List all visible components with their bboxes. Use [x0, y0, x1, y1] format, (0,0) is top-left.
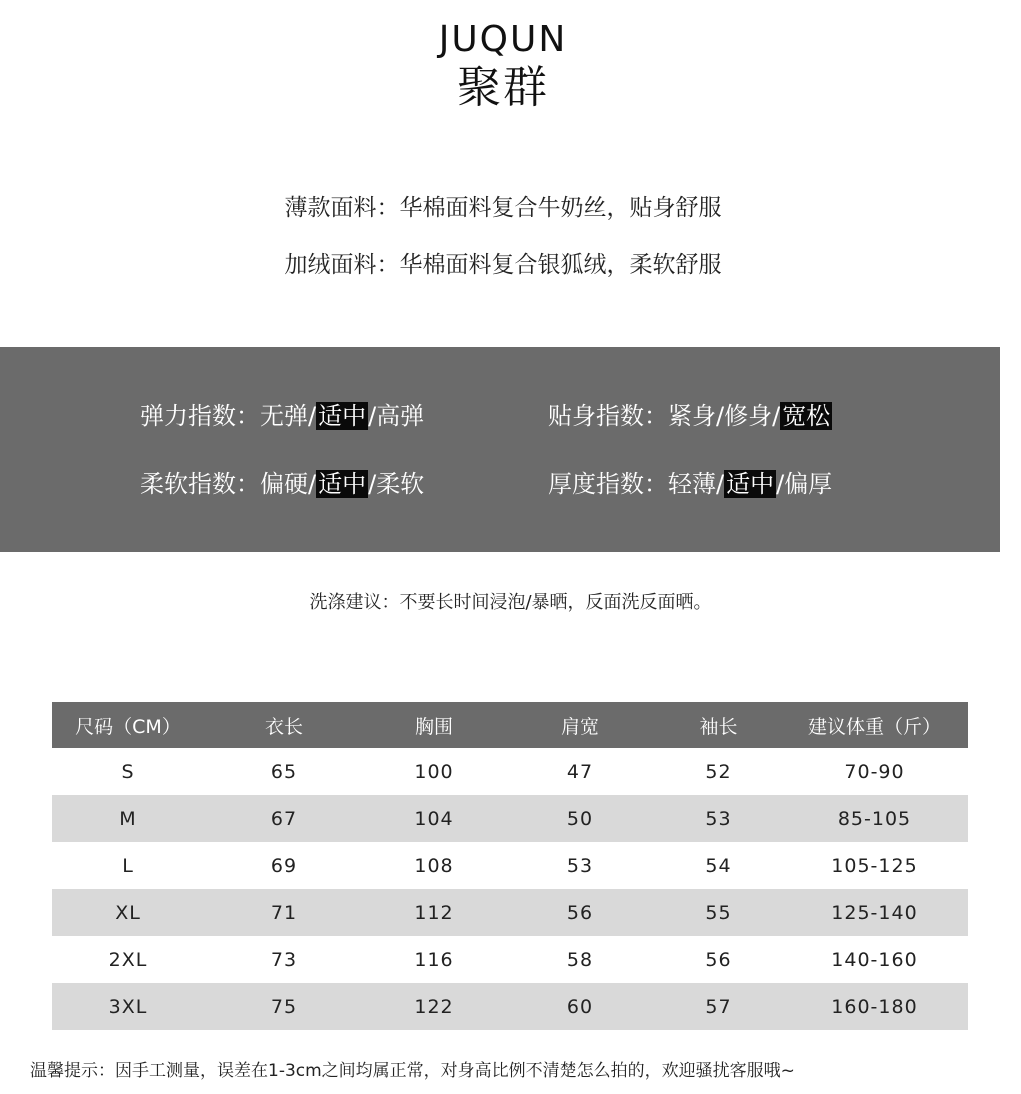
cell-length: 73: [270, 948, 298, 971]
cell-weight: 85-105: [781, 795, 968, 842]
cell-shoulder: 50: [504, 795, 656, 842]
cell-chest: 100: [414, 760, 454, 783]
cell-size: M: [52, 795, 204, 842]
cell-shoulder: 47: [566, 760, 594, 783]
wash-advice: 洗涤建议：不要长时间浸泡/暴晒，反面洗反面晒。: [309, 592, 712, 613]
cell-sleeve: 53: [656, 795, 781, 842]
measurement-tip: 温馨提示：因手工测量，误差在1-3cm之间均属正常，对身高比例不清楚怎么拍的，欢迎骚扰客服哦~: [30, 1061, 795, 1081]
cell-shoulder: 56: [504, 889, 656, 936]
cell-weight: 125-140: [781, 889, 968, 936]
header-weight: 建议体重（斤）: [781, 702, 968, 748]
elastic-index: 弹力指数：无弹/适中/高弹: [140, 402, 425, 430]
softness-option-1: 偏硬: [260, 470, 308, 498]
cell-chest: 112: [364, 889, 504, 936]
cell-length: 71: [204, 889, 364, 936]
softness-option-3: 柔软: [376, 470, 425, 498]
fit-index-label: 贴身指数：: [548, 402, 668, 430]
size-table: [52, 702, 968, 1030]
cell-sleeve: 54: [705, 854, 732, 877]
cell-weight: 160-180: [781, 983, 968, 1030]
thickness-option-1: 轻薄: [668, 470, 716, 498]
cell-sleeve: 52: [705, 760, 732, 783]
softness-index: 柔软指数：偏硬/适中/柔软: [140, 470, 425, 498]
brand-name-en: JUQUN: [438, 19, 568, 60]
elastic-option-3: 高弹: [376, 402, 425, 430]
cell-weight: 140-160: [831, 948, 918, 971]
elastic-option-2: 适中: [318, 402, 367, 430]
softness-option-2: 适中: [318, 470, 367, 498]
thickness-index: 厚度指数：轻薄/适中/偏厚: [548, 470, 833, 498]
brand-name-cn: 聚群: [457, 62, 549, 113]
table-row: [52, 795, 968, 842]
cell-length: 67: [204, 795, 364, 842]
cell-size: 2XL: [108, 948, 148, 971]
size-table-header: [52, 702, 968, 748]
cell-shoulder: 58: [566, 948, 594, 971]
cell-size: XL: [52, 889, 204, 936]
fabric-thin-description: 薄款面料：华棉面料复合牛奶丝，贴身舒服: [284, 195, 722, 221]
cell-sleeve: 56: [705, 948, 732, 971]
cell-weight: 70-90: [844, 760, 905, 783]
cell-chest: 104: [364, 795, 504, 842]
thickness-option-2: 适中: [726, 470, 775, 498]
cell-shoulder: 53: [566, 854, 594, 877]
cell-size: S: [121, 760, 135, 783]
header-chest: 胸围: [364, 702, 504, 748]
cell-sleeve: 55: [656, 889, 781, 936]
elastic-option-1: 无弹: [260, 402, 308, 430]
table-row: [52, 983, 968, 1030]
thickness-option-3: 偏厚: [784, 470, 833, 498]
cell-size: L: [122, 854, 134, 877]
fit-index: 贴身指数：紧身/修身/宽松: [548, 402, 831, 430]
fit-option-3: 宽松: [782, 402, 831, 430]
thickness-index-label: 厚度指数：: [548, 470, 668, 498]
cell-length: 69: [270, 854, 298, 877]
cell-chest: 108: [414, 854, 454, 877]
cell-size: 3XL: [52, 983, 204, 1030]
cell-chest: 116: [414, 948, 454, 971]
fit-option-1: 紧身: [668, 402, 716, 430]
cell-length: 75: [204, 983, 364, 1030]
cell-sleeve: 57: [656, 983, 781, 1030]
header-sleeve: 袖长: [656, 702, 781, 748]
table-row: [52, 748, 968, 795]
table-row: [52, 936, 968, 983]
index-panel: [0, 347, 1000, 552]
table-row: [52, 842, 968, 889]
fabric-fleece-description: 加绒面料：华棉面料复合银狐绒，柔软舒服: [284, 252, 722, 278]
elastic-index-label: 弹力指数：: [140, 402, 260, 430]
cell-weight: 105-125: [831, 854, 918, 877]
softness-index-label: 柔软指数：: [140, 470, 260, 498]
header-size: 尺码（CM）: [52, 702, 204, 748]
cell-shoulder: 60: [504, 983, 656, 1030]
cell-length: 65: [270, 760, 298, 783]
header-length: 衣长: [204, 702, 364, 748]
header-shoulder: 肩宽: [504, 702, 656, 748]
cell-chest: 122: [364, 983, 504, 1030]
fit-option-2: 修身: [724, 402, 773, 430]
table-row: [52, 889, 968, 936]
